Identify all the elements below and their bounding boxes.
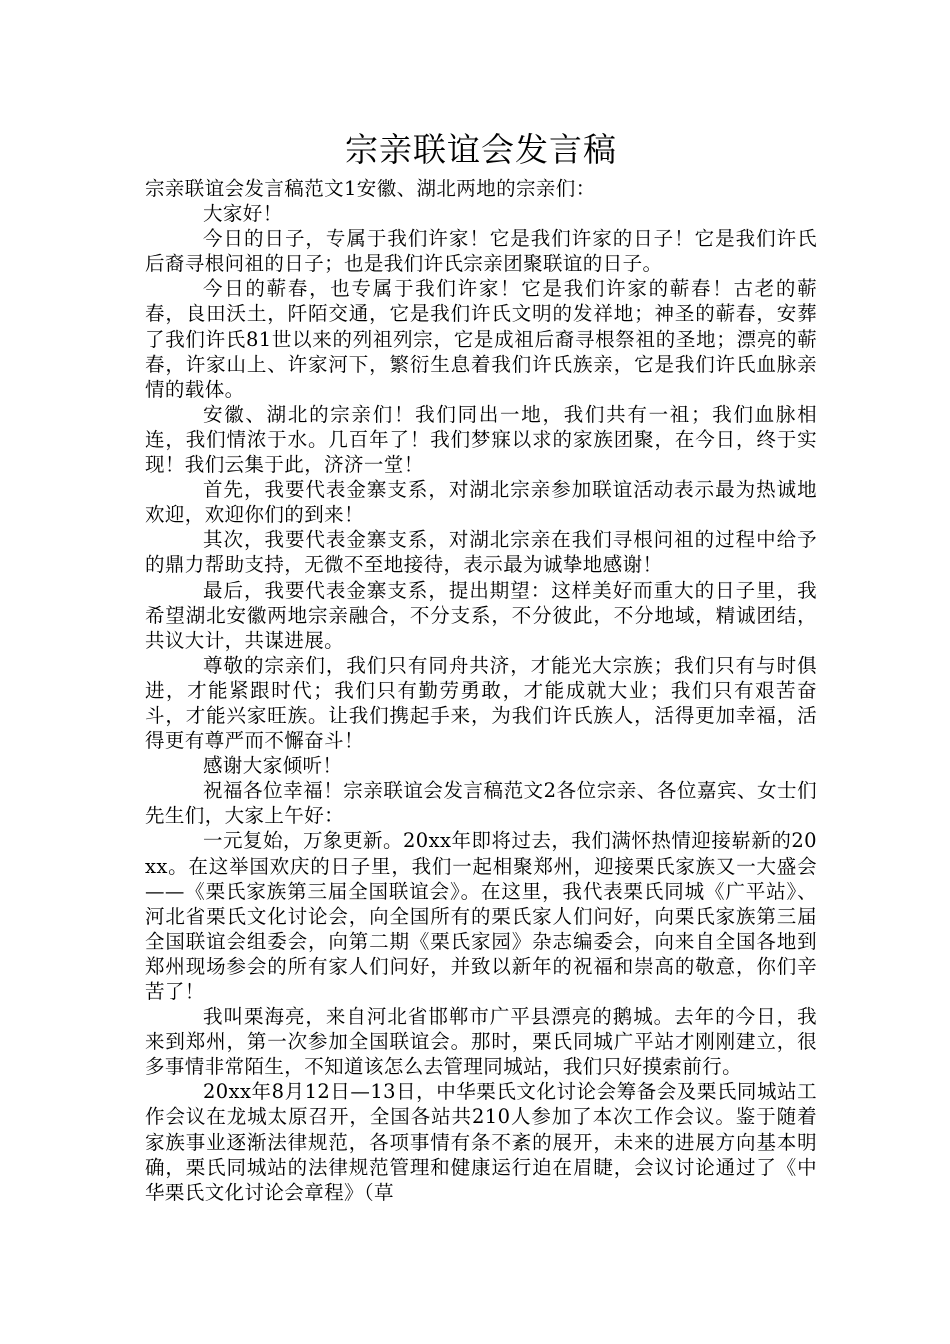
paragraph: 20xx年8月12日—13日，中华栗氏文化讨论会筹备会及栗氏同城站工作会议在龙城太原召开，全国各站共210人参加了本次工作会议。鉴于随着家族事业逐渐法律规范，各项事情有条不紊的展开，未来的进展方向基本明确，栗氏同城站的法律规范管理和健康运行迫在眉睫，会议讨论通过了《中华栗氏文化讨论会章程》（草 (145, 1080, 817, 1204)
paragraph: 宗亲联谊会发言稿范文1安徽、湖北两地的宗亲们： (145, 177, 596, 200)
paragraph: 我叫栗海亮，来自河北省邯郸市广平县漂亮的鹅城。去年的今日，我来到郑州，第一次参加全国联谊会。那时，栗氏同城广平站才刚刚建立，很多事情非常陌生，不知道该怎么去管理同城站，我们只好摸索前行。 (145, 1005, 817, 1079)
paragraph: 大家好！ (203, 202, 283, 226)
paragraph: 安徽、湖北的宗亲们！我们同出一地，我们共有一祖；我们血脉相连，我们情浓于水。几百年了！我们梦寐以求的家族团聚，在今日，终于实现！我们云集于此，济济一堂！ (145, 402, 817, 477)
document-page (145, 124, 817, 1205)
paragraph: 感谢大家倾听！ (203, 754, 343, 778)
document-body (145, 176, 817, 1205)
paragraph: 首先，我要代表金寨支系，对湖北宗亲参加联谊活动表示最为热诚地欢迎，欢迎你们的到来！ (145, 478, 817, 527)
paragraph: 尊敬的宗亲们，我们只有同舟共济，才能光大宗族；我们只有与时俱进，才能紧跟时代；我们只有勤劳勇敢，才能成就大业；我们只有艰苦奋斗，才能兴家旺族。让我们携起手来，为我们许氏族人，活得更加幸福，活得更有尊严而不懈奋斗！ (145, 653, 817, 753)
paragraph: 今日的日子，专属于我们许家！它是我们许家的日子！它是我们许氏后裔寻根问祖的日子；也是我们许氏宗亲团聚联谊的日子。 (145, 227, 817, 276)
document-title: 宗亲联谊会发言稿 (345, 130, 617, 169)
paragraph: 一元复始，万象更新。20xx年即将过去，我们满怀热情迎接崭新的20xx。在这举国欢庆的日子里，我们一起相聚郑州，迎接栗氏家族又一大盛会——《栗氏家族第三届全国联谊会》。在这里，我代表栗氏同城《广平站》、河北省栗氏文化讨论会，向全国所有的栗氏家人们问好，向栗氏家族第三届全国联谊会组委会，向第二期《栗氏家园》杂志编委会，向来自全国各地到郑州现场参会的所有家人们问好，并致以新年的祝福和崇高的敬意，你们辛苦了！ (145, 829, 817, 1003)
paragraph: 祝福各位幸福！宗亲联谊会发言稿范文2各位宗亲、各位嘉宾、女士们先生们，大家上午好： (145, 779, 817, 828)
paragraph: 其次，我要代表金寨支系，对湖北宗亲在我们寻根问祖的过程中给予的鼎力帮助支持，无微不至地接待，表示最为诚挚地感谢！ (145, 528, 817, 577)
paragraph: 最后，我要代表金寨支系，提出期望：这样美好而重大的日子里，我希望湖北安徽两地宗亲融合，不分支系，不分彼此，不分地域，精诚团结，共议大计，共谋进展。 (145, 578, 817, 652)
paragraph: 今日的蕲春，也专属于我们许家！它是我们许家的蕲春！古老的蕲春，良田沃土，阡陌交通，它是我们许氏文明的发祥地；神圣的蕲春，安葬了我们许氏81世以来的列祖列宗，它是成祖后裔寻根祭祖的圣地；漂亮的蕲春，许家山上、许家河下，繁衍生息着我们许氏族亲，它是我们许氏血脉亲情的载体。 (145, 277, 817, 401)
